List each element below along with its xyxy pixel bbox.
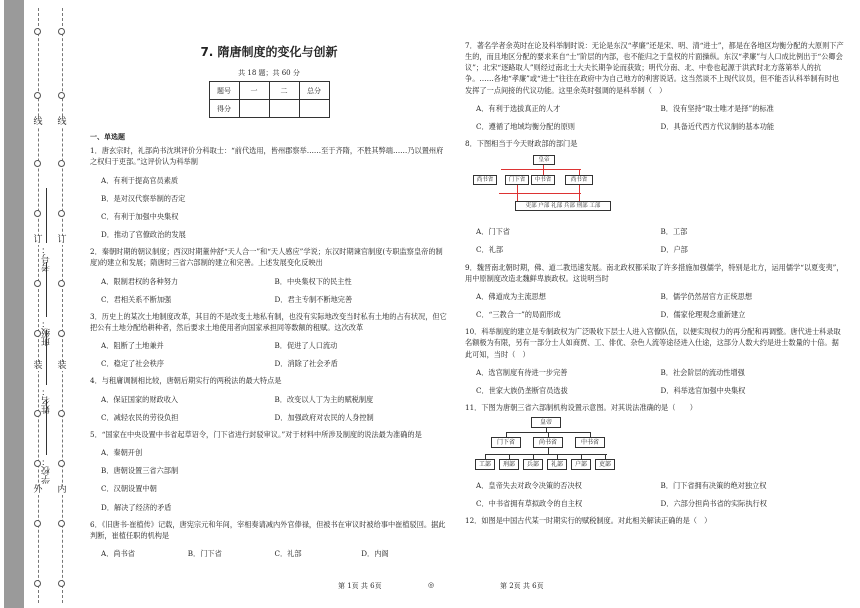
- question-stem: 12．如图是中国古代某一时期实行的赋税制度。对此相关解读正确的是（ ）: [465, 516, 712, 526]
- answer-option[interactable]: D．加强政府对农民的人身控制: [274, 412, 374, 422]
- score-table: [209, 81, 330, 118]
- answer-option[interactable]: B．工部: [660, 227, 688, 237]
- binding-gray-bar: [4, 0, 24, 608]
- answer-option[interactable]: C．稳定了社会秩序: [101, 359, 165, 369]
- diagram-connector: [485, 454, 486, 459]
- answer-option[interactable]: C．汉朝设置中朝: [101, 484, 157, 494]
- binding-char: 内: [57, 485, 67, 495]
- binding-hole-icon: [58, 210, 65, 217]
- score-table-row: [209, 82, 329, 100]
- binding-hole-icon: [58, 280, 65, 287]
- binding-char: 线: [57, 117, 67, 127]
- diagram-box-mid: 中书省: [531, 175, 555, 185]
- option-row: [465, 480, 845, 491]
- answer-option[interactable]: A．尚书省: [101, 549, 135, 559]
- question-block: [465, 138, 845, 255]
- finance-diagram: [471, 153, 611, 219]
- answer-option[interactable]: A．有利于提高官员素质: [101, 175, 179, 185]
- question-stem: 3．历史上的某次土地制度改革，其目的不是改变土地私有制，也没有实际地改变当时私有土地的占有状况，但它把公有土地分配给耕种者，然后要求土地使用者向国家承担同等数额的租赋。这次改革: [90, 311, 447, 332]
- answer-option[interactable]: B．社会阶层的流动性增强: [660, 367, 745, 377]
- score-cell[interactable]: [239, 100, 269, 118]
- diagram-department-box: 尚书省: [533, 437, 563, 448]
- answer-option[interactable]: A．皇帝失去对政令决策的否决权: [476, 481, 582, 491]
- binding-hole-icon: [34, 92, 41, 99]
- binding-hole-icon: [58, 330, 65, 337]
- answer-option[interactable]: A．阻断了土地兼并: [101, 341, 164, 351]
- answer-option[interactable]: B．是对汉代察举制的否定: [101, 193, 186, 203]
- option-row: [90, 394, 448, 405]
- answer-option[interactable]: C．中书省拥有草拟政令的自主权: [476, 499, 583, 509]
- question-block: [90, 145, 448, 240]
- answer-option[interactable]: C．减轻农民的劳役负担: [101, 412, 179, 422]
- answer-option[interactable]: D．君主专制不断地完善: [274, 294, 353, 304]
- answer-option[interactable]: A．佛道成为主流思想: [476, 291, 546, 301]
- answer-option[interactable]: D．消除了社会矛盾: [274, 359, 338, 369]
- answer-option[interactable]: A．保证国家的财政收入: [101, 394, 179, 404]
- answer-option[interactable]: D．解决了经济的矛盾: [101, 502, 172, 512]
- binding-hole-icon: [58, 580, 65, 587]
- diagram-box-mid: 门下省: [505, 175, 529, 185]
- binding-hole-icon: [34, 520, 41, 527]
- binding-hole-icon: [58, 410, 65, 417]
- diagram-department-box: 中书省: [575, 437, 605, 448]
- option-row: [465, 121, 845, 132]
- diagram-emperor-box: 皇帝: [531, 417, 561, 428]
- answer-option[interactable]: D．儒家伦理观念重新建立: [660, 310, 746, 320]
- question-stem: 8．下图相当于今天财政部的部门是: [465, 139, 578, 149]
- diagram-department-box: 门下省: [491, 437, 521, 448]
- binding-hole-icon: [58, 160, 65, 167]
- answer-option[interactable]: D．六部分担尚书省的实际执行权: [660, 499, 767, 509]
- option-row: [465, 226, 845, 237]
- binding-hole-icon: [34, 580, 41, 587]
- diagram-connector: [499, 193, 581, 194]
- score-table-row: [209, 100, 329, 118]
- binding-char: 订: [33, 235, 43, 245]
- option-row: [465, 498, 845, 509]
- answer-option[interactable]: D．推动了官僚政治的发展: [101, 230, 186, 240]
- answer-option[interactable]: B．门下省: [187, 549, 222, 559]
- answer-option[interactable]: C．有利于加强中央集权: [101, 211, 179, 221]
- diagram-box-right: 尚书省: [565, 175, 593, 185]
- option-row: [465, 367, 845, 378]
- question-block: [90, 246, 448, 305]
- option-row: [465, 309, 845, 320]
- binding-hole-icon: [34, 160, 41, 167]
- option-row: [90, 340, 448, 351]
- diagram-ministry-box: 刑部: [499, 459, 519, 470]
- class-field[interactable]: 班级：: [40, 262, 53, 346]
- binding-char: 线: [33, 117, 43, 127]
- diagram-connector: [605, 454, 606, 459]
- answer-option[interactable]: C．礼部: [476, 245, 504, 255]
- left-column: [90, 0, 448, 559]
- diagram-box-bottom: 吏部 户部 礼部 兵部 刑部 工部: [515, 201, 611, 211]
- diagram-box-left: 尚书省: [473, 175, 497, 185]
- diagram-box-top: 皇帝: [533, 155, 555, 165]
- answer-option[interactable]: B．儒学仍然居官方正统思想: [660, 291, 753, 301]
- question-stem: 6．《旧唐书·崔植传》记载，唐宪宗元和年间，宰相奏请减内外官俸禄，但被书在审议时被给事中崔植驳回。据此判断，崔植任职的机构是: [90, 519, 446, 540]
- option-row: [90, 358, 448, 369]
- answer-option[interactable]: C．礼部: [274, 549, 302, 559]
- question-block: [90, 311, 448, 370]
- option-row: [465, 291, 845, 302]
- question-stem: 10．科举制度的建立是专制政权为广泛吸收下层士人进入官僚队伍，以便实现权力的再分配和再调整。唐代进士科录取名额极为有限，另有一部分士人如商贾、工、俳优、杂色人流等途径进入仕途，这部分人数大约是进士数量的十倍。据此可知，当时（ ）: [465, 327, 841, 359]
- binding-char: 装: [33, 361, 43, 371]
- question-stem: 1．唐玄宗时，礼部尚书沈琪评价分科取士：“前代选用，皆州郡察举……至于齐隋，不胜其弊端……乃以置州府之权归于吏部。”这评价认为科举制: [90, 146, 444, 167]
- answer-option[interactable]: D．户部: [660, 245, 688, 255]
- binding-hole-icon: [58, 92, 65, 99]
- diagram-connector: [501, 169, 581, 170]
- page-number-right: 第 2页 共 6页: [500, 582, 544, 590]
- question-stem: 9．魏晋南北朝时期，佛、道二教迅速发展。南北政权都采取了许多措施加强儒学，特别是北方，运用儒学“以夏变夷”，用中原制度改造北魏鲜卑族政权。这说明当时: [465, 262, 844, 283]
- score-cell[interactable]: [299, 100, 329, 118]
- answer-option[interactable]: A．有利于选拔真正的人才: [476, 103, 561, 113]
- answer-option[interactable]: B．促进了人口流动: [274, 341, 338, 351]
- binding-char: 外: [33, 485, 43, 495]
- answer-option[interactable]: A．选官制度有待进一步完善: [476, 367, 568, 377]
- score-cell[interactable]: [269, 100, 299, 118]
- answer-option[interactable]: D．具备近代西方代议制的基本功能: [660, 121, 775, 131]
- answer-option[interactable]: B．门下省拥有决策的绝对独立权: [660, 481, 767, 491]
- exam-number-field[interactable]: 考号：: [40, 188, 53, 272]
- binding-hole-icon: [58, 460, 65, 467]
- diagram-connector: [557, 454, 558, 459]
- option-row: [90, 276, 448, 287]
- binding-hole-icon: [58, 520, 65, 527]
- school-field[interactable]: 学校：: [40, 400, 53, 484]
- diagram-connector: [506, 432, 507, 437]
- answer-option[interactable]: C．遵循了地域均衡分配的原则: [476, 121, 575, 131]
- diagram-ministry-box: 工部: [475, 459, 495, 470]
- question-block: [465, 402, 845, 509]
- diagram-connector: [543, 165, 544, 175]
- answer-option[interactable]: B．没有坚持“取士唯才是择”的标准: [660, 103, 774, 113]
- diagram-connector: [533, 454, 534, 459]
- question-block: [90, 375, 448, 422]
- option-row: [90, 294, 448, 305]
- question-stem: 7．著名学者余英时在论及科举制时说：无论是东汉“孝廉”还是宋、明、清“进士”，都是在各地区均衡分配的大原则下产生的，而且地区分配的要求来自“士”阶层的内部，也不能归之于皇权的片面操纵。东汉“孝廉”与人口成比例出于“公卿会议”；北宋“逐路取人”则经过南北士大夫长期争论而获致；明代分南、北、中卷也起源于洪武时北方落第举人的抗争。……各地“孝廉”或“进士”往往在政府中为自己地方的利害说话。这当然谈不上现代议员，但不能否认科举制有时也发挥了一点间接的代议功能。这里余英时强调的是科举制（ ）: [465, 41, 844, 95]
- question-stem: 2．秦朝时期的朝议制度；西汉时期董仲舒“天人合一”和“天人感应”学说；东汉时期谏官制度(专职监察皇帝的制度)的建立和发展；隋唐时三省六部制的建立和完善。上述发展变化反映出: [90, 247, 443, 268]
- answer-option[interactable]: B．中央集权下的民主性: [274, 276, 352, 286]
- question-block: [465, 40, 845, 132]
- score-cell: 总分: [299, 82, 329, 100]
- diagram-connector: [485, 454, 607, 455]
- option-row: [465, 385, 845, 396]
- right-column: [465, 0, 845, 527]
- score-cell: 一: [239, 82, 269, 100]
- answer-option[interactable]: A．限制君权的各种努力: [101, 276, 179, 286]
- option-row: [90, 412, 448, 423]
- diagram-ministry-box: 兵部: [523, 459, 543, 470]
- page-number-left: 第 1页 共 6页: [338, 582, 382, 590]
- answer-option[interactable]: B．改变以人丁为主的赋税制度: [274, 394, 374, 404]
- question-stem: 5．“国家在中央设置中书省起草诏令，门下省进行封驳审议。”对于材料中所涉及制度的说法最为准确的是: [90, 429, 422, 439]
- diagram-connector: [579, 169, 580, 175]
- answer-option[interactable]: D．科举选官加强中央集权: [660, 385, 746, 395]
- answer-option[interactable]: D．内阁: [361, 549, 389, 559]
- name-field[interactable]: 姓名：: [40, 330, 53, 414]
- section-title: 一、单选题: [90, 133, 125, 142]
- diagram-ministry-box: 户部: [571, 459, 591, 470]
- answer-option[interactable]: A．秦朝开创: [101, 448, 143, 458]
- binding-hole-icon: [34, 28, 41, 35]
- center-mark-icon: ◎: [428, 581, 435, 589]
- answer-option[interactable]: C．“三教合一”的局面形成: [476, 310, 561, 320]
- binding-hole-icon: [58, 28, 65, 35]
- diagram-connector: [548, 432, 549, 437]
- page-title: 7. 隋唐制度的变化与创新: [200, 45, 338, 59]
- option-row: [90, 548, 448, 559]
- score-cell: 题号: [209, 82, 239, 100]
- question-block: [465, 515, 845, 526]
- answer-option[interactable]: C．君相关系不断加强: [101, 294, 172, 304]
- diagram-ministry-box: 礼部: [547, 459, 567, 470]
- answer-option[interactable]: B．唐朝设置三省六部制: [101, 466, 179, 476]
- exam-summary: 共 18 题；共 60 分: [238, 68, 300, 77]
- question-block: [465, 326, 845, 396]
- question-stem: 4．与租庸调制相比较，唐朝后期实行的两税法的最大特点是: [90, 376, 282, 386]
- question-stem: 11．下图为唐朝三省六部制机构设置示意图。对其说法准确的是（ ）: [465, 402, 697, 412]
- binding-strip: [0, 0, 70, 608]
- answer-option[interactable]: A．门下省: [476, 227, 510, 237]
- three-departments-diagram: [473, 417, 623, 473]
- diagram-connector: [509, 454, 510, 459]
- question-block: [90, 519, 448, 559]
- option-row: [465, 103, 845, 114]
- question-block: [465, 262, 845, 321]
- question-block: [90, 429, 448, 513]
- binding-char: 订: [57, 235, 67, 245]
- binding-char: 装: [57, 361, 67, 371]
- option-row: [465, 244, 845, 255]
- diagram-connector: [581, 454, 582, 459]
- score-cell: 二: [269, 82, 299, 100]
- answer-option[interactable]: C．世家大族仍垄断官员选拔: [476, 385, 568, 395]
- score-cell: 得分: [209, 100, 239, 118]
- diagram-connector: [590, 432, 591, 437]
- diagram-ministry-box: 吏部: [595, 459, 615, 470]
